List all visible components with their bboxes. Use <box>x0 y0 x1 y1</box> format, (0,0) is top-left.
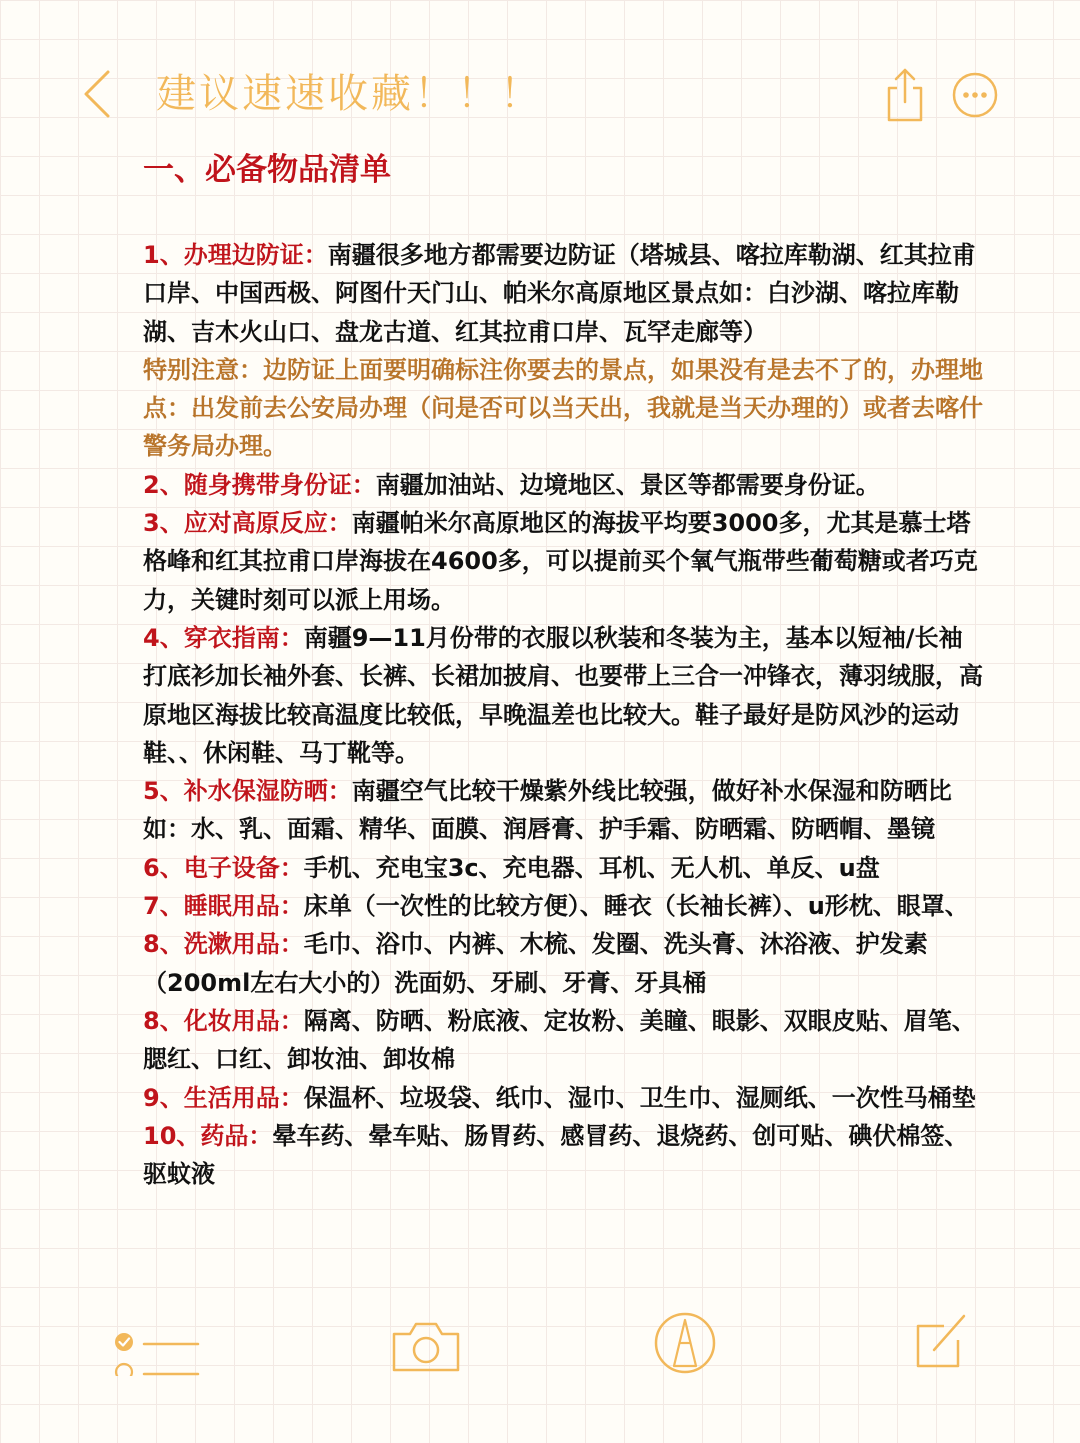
checklist-button[interactable] <box>112 1314 204 1376</box>
item-text: 手机、充电宝3c、充电器、耳机、无人机、单反、u盘 <box>303 853 880 882</box>
markup-button[interactable] <box>652 1310 718 1376</box>
item-label: 8、化妆用品： <box>143 1006 304 1035</box>
back-button[interactable] <box>78 66 118 122</box>
list-item <box>143 1002 983 1079</box>
item-label: 10、药品： <box>143 1121 273 1150</box>
item-label: 4、穿衣指南： <box>143 623 304 652</box>
list-item <box>143 1079 983 1117</box>
share-button[interactable] <box>880 64 930 124</box>
more-button[interactable] <box>950 70 1000 120</box>
item-text: 南疆9—11月份带的衣服以秋装和冬装为主，基本以短袖/长袖打底衫加长袖外套、长裤、长裙加披肩、也要带上三合一冲锋衣，薄羽绒服，高原地区海拔比较高温度比较低，早晚温差也比较大。鞋子最好是防风沙的运动鞋、、休闲鞋、马丁靴等。 <box>143 623 983 767</box>
item-text: 隔离、防晒、粉底液、定妆粉、美瞳、眼影、双眼皮贴、眉笔、腮红、口红、卸妆油、卸妆棉 <box>143 1006 976 1074</box>
item-label: 8、洗漱用品： <box>143 930 304 959</box>
bottom-toolbar <box>0 1300 1080 1400</box>
list-item <box>143 887 983 925</box>
list-item <box>143 772 983 849</box>
list-item <box>143 1117 983 1194</box>
share-icon <box>880 64 930 124</box>
top-bar <box>0 0 1080 140</box>
item-text: 床单（一次性的比较方便）、睡衣（长袖长裤）、u形枕、眼罩、 <box>303 892 969 921</box>
item-label: 3、应对高原反应： <box>143 509 352 538</box>
item-text: 南疆很多地方都需要边防证（塔城县、喀拉库勒湖、红其拉甫口岸、中国西极、阿图什天门山、帕米尔高原地区景点如：白沙湖、喀拉库勒湖、吉木火山口、盘龙古道、红其拉甫口岸、瓦罕走廊等） <box>143 241 976 346</box>
item-label: 9、生活用品： <box>143 1083 304 1112</box>
item-label: 5、补水保湿防晒： <box>143 777 352 806</box>
checklist-icon <box>112 1314 204 1376</box>
item-text: 晕车药、晕车贴、肠胃药、感冒药、退烧药、创可贴、碘伏棉签、驱蚊液 <box>143 1121 969 1189</box>
list-item <box>143 236 983 351</box>
chevron-left-icon <box>78 66 118 122</box>
markup-pen-icon <box>652 1310 718 1376</box>
special-note <box>143 351 983 466</box>
item-label: 6、电子设备： <box>143 853 304 882</box>
camera-icon <box>388 1314 464 1374</box>
item-text: 毛巾、浴巾、内裤、木梳、发圈、洗头膏、沐浴液、护发素（200ml左右大小的）洗面奶、牙刷、牙膏、牙具桶 <box>143 930 928 997</box>
item-label: 7、睡眠用品： <box>143 892 304 921</box>
list-item <box>143 619 983 772</box>
note-body[interactable] <box>143 148 983 1193</box>
compose-icon <box>910 1310 970 1372</box>
item-text: 南疆加油站、边境地区、景区等都需要身份证。 <box>375 470 880 499</box>
item-text: 保温杯、垃圾袋、纸巾、湿巾、卫生巾、湿厕纸、一次性马桶垫 <box>303 1083 976 1112</box>
list-item <box>143 466 983 504</box>
note-title: 建议速速收藏！！！ <box>156 71 543 117</box>
camera-button[interactable] <box>388 1314 464 1374</box>
list-item <box>143 849 983 887</box>
more-icon <box>950 70 1000 120</box>
item-label: 1、办理边防证： <box>143 241 328 269</box>
list-item <box>143 504 983 619</box>
note-text: 特别注意：边防证上面要明确标注你要去的景点，如果没有是去不了的，办理地点：出发前去公安局办理（问是否可以当天出，我就是当天办理的）或者去喀什警务局办理。 <box>143 355 983 461</box>
list-item <box>143 925 983 1002</box>
item-label: 2、随身携带身份证： <box>143 470 376 499</box>
item-text: 南疆空气比较干燥紫外线比较强，做好补水保湿和防晒比如：水、乳、面霜、精华、面膜、润唇膏、护手霜、防晒霜、防晒帽、墨镜 <box>143 777 952 844</box>
section-heading: 一、必备物品清单 <box>143 152 391 188</box>
compose-button[interactable] <box>910 1310 970 1372</box>
item-text: 南疆帕米尔高原地区的海拔平均要3000多，尤其是慕士塔格峰和红其拉甫口岸海拔在4600多，可以提前买个氧气瓶带些葡萄糖或者巧克力，关键时刻可以派上用场。 <box>143 509 978 614</box>
